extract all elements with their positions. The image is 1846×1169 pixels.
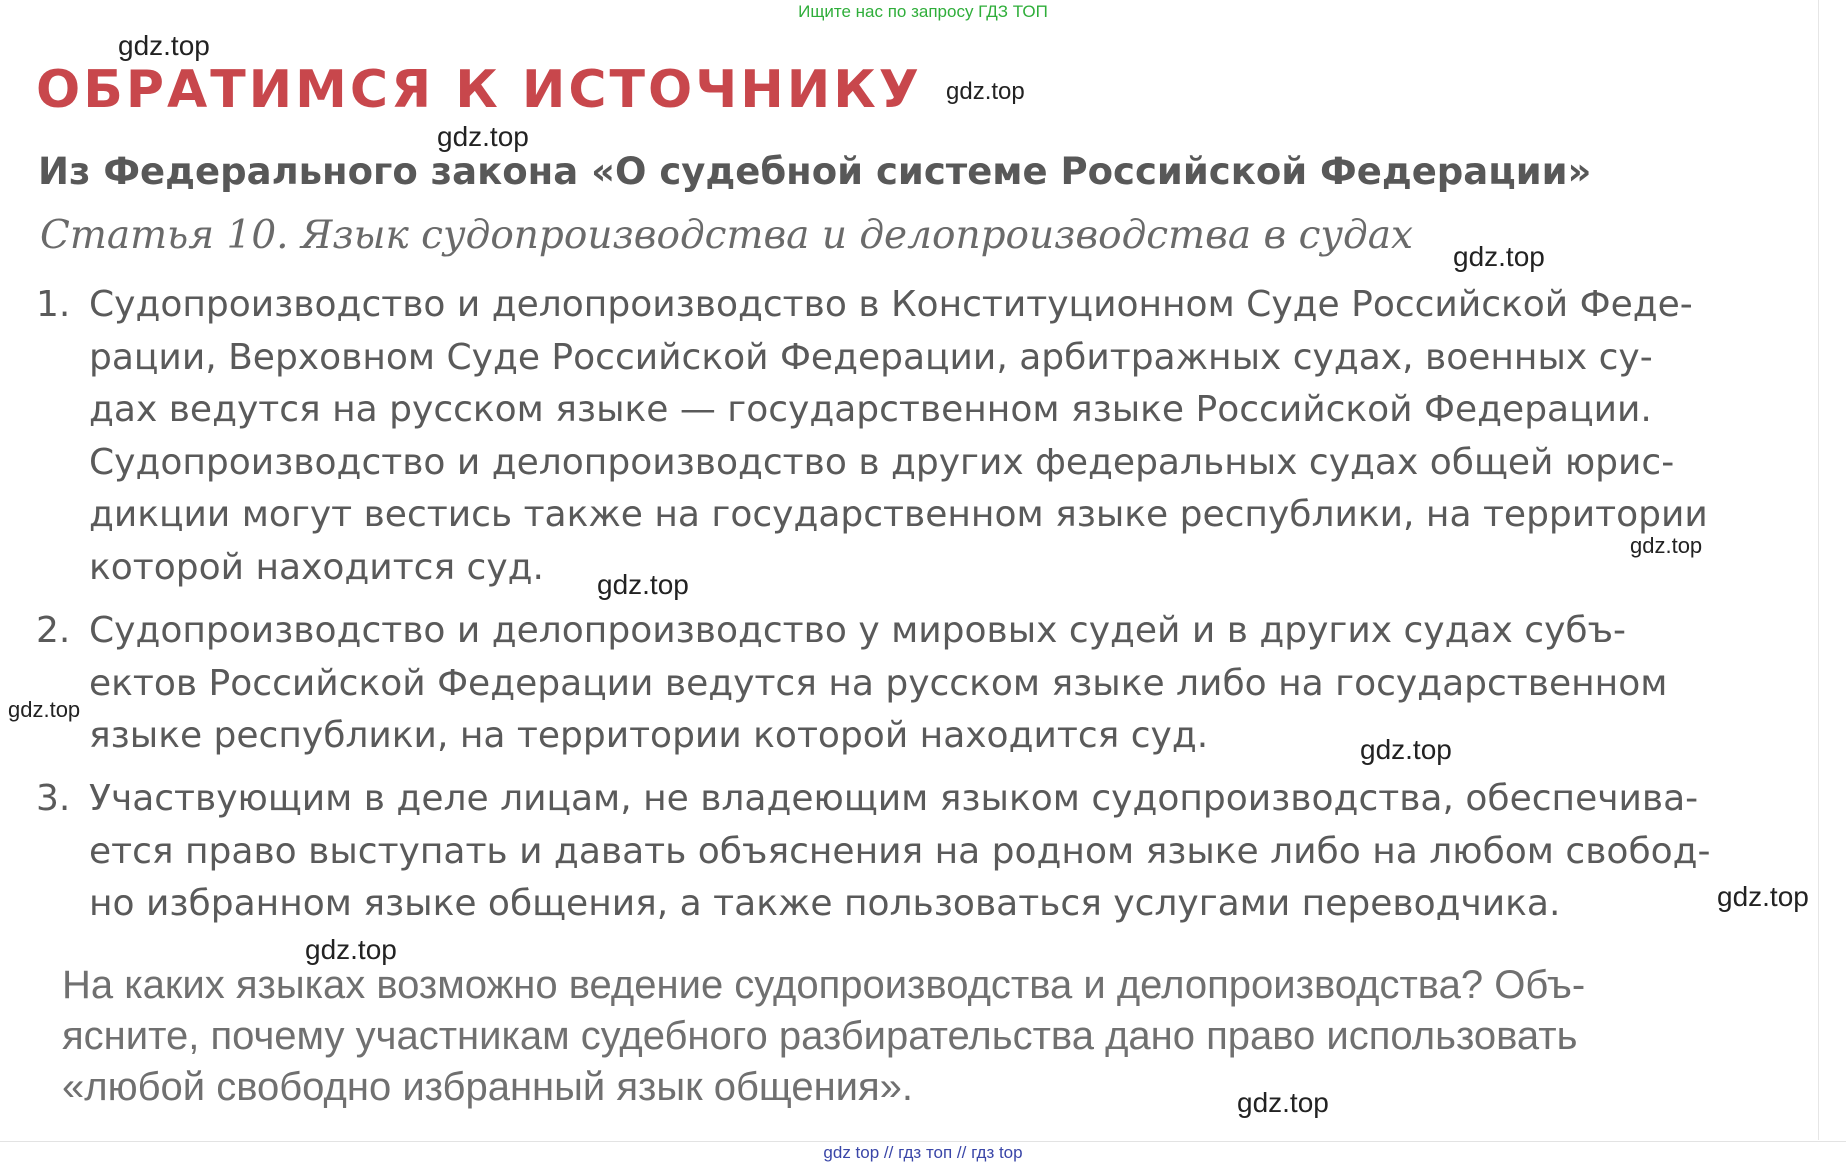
clause-number: 1. bbox=[36, 284, 71, 325]
clause-line: но избранном языке общения, а также пользоваться услугами переводчика. bbox=[89, 883, 1561, 924]
question-line: На каких языках возможно ведение судопроизводства и делопроизводства? Объ- bbox=[62, 963, 1586, 1007]
page-edge bbox=[1818, 0, 1819, 1140]
question-line: «любой свободно избранный язык общения». bbox=[62, 1065, 914, 1109]
watermark: gdz.top bbox=[305, 934, 397, 965]
watermark: gdz.top bbox=[118, 30, 210, 61]
article-title: Статья 10. Язык судопроизводства и делопроизводства в судах bbox=[40, 213, 1413, 258]
clause-line: дах ведутся на русском языке — государственном языке Российской Федерации. bbox=[89, 389, 1652, 430]
clause-line: ектов Российской Федерации ведутся на русском языке либо на государственном bbox=[89, 662, 1668, 704]
watermark: gdz.top bbox=[8, 697, 81, 722]
watermark: gdz.top bbox=[1717, 881, 1809, 912]
clause-3 bbox=[36, 773, 1786, 931]
law-title: Из Федерального закона «О судебной системе Российской Федерации» bbox=[38, 150, 1592, 193]
clause-line: рации, Верховном Суде Российской Федерации, арбитражных судах, военных су- bbox=[89, 336, 1653, 378]
clause-line: Судопроизводство и делопроизводство в Конституционном Суде Российской Феде- bbox=[89, 284, 1693, 325]
question-block bbox=[62, 960, 1585, 1113]
question-line: ясните, почему участникам судебного разбирательства дано право использовать bbox=[62, 1014, 1578, 1058]
clause-line: языке республики, на территории которой находится суд. bbox=[89, 715, 1209, 756]
clause-line: Судопроизводство и делопроизводство у мировых судей и в других судах субъ- bbox=[89, 610, 1627, 651]
section-heading: ОБРАТИМСЯ К ИСТОЧНИКУ bbox=[36, 60, 922, 120]
clause-line: которой находится суд. bbox=[89, 546, 544, 588]
watermark: gdz.top bbox=[597, 569, 689, 600]
clause-2 bbox=[36, 605, 1786, 763]
clause-line: Участвующим в деле лицам, не владеющим языком судопроизводства, обеспечива- bbox=[89, 778, 1699, 819]
watermark: gdz.top bbox=[1453, 241, 1545, 272]
watermark: gdz.top bbox=[1360, 734, 1452, 765]
search-hint: Ищите нас по запросу ГДЗ ТОП bbox=[798, 2, 1048, 21]
clause-number: 2. bbox=[36, 610, 71, 651]
watermark: gdz.top bbox=[1630, 533, 1703, 558]
clause-number: 3. bbox=[36, 778, 71, 819]
footer-divider bbox=[0, 1141, 1846, 1142]
footer-text: gdz top // гдз топ // гдз top bbox=[823, 1143, 1023, 1162]
clause-line: ется право выступать и давать объяснения на родном языке либо на любом свобод- bbox=[89, 830, 1711, 872]
watermark: gdz.top bbox=[437, 121, 529, 152]
clause-1 bbox=[36, 279, 1786, 594]
watermark: gdz.top bbox=[1237, 1087, 1329, 1118]
clause-line: Судопроизводство и делопроизводство в других федеральных судах общей юрис- bbox=[89, 441, 1675, 483]
watermark: gdz.top bbox=[946, 78, 1025, 105]
clause-line: дикции могут вестись также на государственном языке республики, на территории bbox=[89, 494, 1708, 535]
